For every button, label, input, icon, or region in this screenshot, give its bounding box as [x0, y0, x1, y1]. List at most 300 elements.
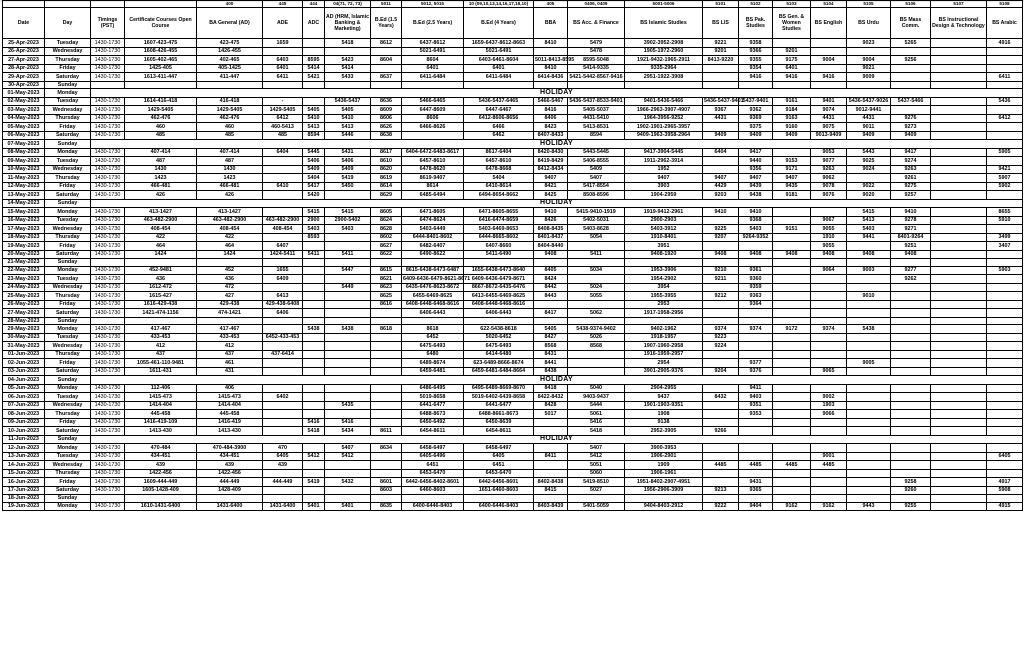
paper-code-cell: [303, 342, 325, 351]
paper-code-cell: 5403: [325, 225, 371, 234]
paper-code-cell: 3407: [987, 242, 1023, 251]
paper-code-cell: [303, 300, 325, 309]
paper-code-cell: 9361: [739, 266, 773, 275]
paper-code-cell: 8417: [534, 309, 568, 318]
paper-code-cell: 426: [125, 191, 197, 200]
paper-code-cell: 4916: [987, 39, 1023, 48]
paper-code-cell: [773, 292, 811, 301]
paper-code-cell: [847, 309, 891, 318]
paper-code-cell: [931, 309, 987, 318]
paper-code-cell: 9004: [811, 56, 847, 65]
paper-code-cell: 427: [197, 292, 263, 301]
date-cell: 28-Apr-2023: [3, 64, 45, 73]
paper-code-cell: [931, 208, 987, 217]
paper-code-cell: 8667-8672-6435-6476: [464, 283, 534, 292]
paper-code-cell: 9441: [847, 233, 891, 242]
schedule-row: [3, 73, 1023, 82]
paper-code-cell: [263, 283, 303, 292]
column-header: B.Ed (4 Years): [464, 8, 534, 39]
timing-cell: 1430-1730: [91, 73, 125, 82]
empty-cell: [931, 495, 987, 503]
paper-code-cell: [303, 275, 325, 284]
day-cell: Friday: [45, 182, 91, 191]
paper-code-cell: 439: [125, 461, 197, 470]
paper-code-cell: 5478: [568, 47, 625, 56]
paper-code-cell: 9260: [891, 486, 931, 495]
paper-code-cell: 3903: [625, 182, 703, 191]
paper-code-cell: [703, 478, 739, 487]
paper-code-cell: 9408: [847, 250, 891, 259]
paper-code-cell: 1416-419: [197, 418, 263, 427]
paper-code-cell: 6471-8605-8655: [464, 208, 534, 217]
paper-code-cell: 6405: [263, 452, 303, 461]
empty-cell: [534, 317, 568, 325]
paper-code-cell: 5413: [847, 216, 891, 225]
paper-code-cell: 431: [197, 367, 263, 376]
paper-code-cell: 6457-8610: [464, 157, 534, 166]
paper-code-cell: 9076: [811, 191, 847, 200]
paper-code-cell: [987, 300, 1023, 309]
paper-code-cell: 9404-8403-2912: [625, 502, 703, 511]
day-cell: Sunday: [45, 317, 91, 325]
program-code-cell: 445: [263, 1, 303, 8]
empty-cell: [464, 259, 534, 267]
paper-code-cell: [263, 233, 303, 242]
schedule-row: [3, 47, 1023, 56]
paper-code-cell: 8442: [534, 283, 568, 292]
paper-code-cell: 5446: [325, 131, 371, 140]
schedule-row: [3, 333, 1023, 342]
date-cell: 11-May-2023: [3, 174, 45, 183]
paper-code-cell: 6413: [263, 292, 303, 301]
paper-code-cell: [847, 469, 891, 478]
paper-code-cell: 8622: [371, 250, 402, 259]
empty-cell: [303, 81, 325, 89]
paper-code-cell: 8508-8596: [568, 191, 625, 200]
paper-code-cell: [987, 106, 1023, 115]
paper-code-cell: 5905: [987, 148, 1023, 157]
day-cell: Friday: [45, 478, 91, 487]
paper-code-cell: [847, 342, 891, 351]
paper-code-cell: [931, 73, 987, 82]
paper-code-cell: 9023: [847, 39, 891, 48]
paper-code-cell: 8605: [371, 208, 402, 217]
date-cell: 05-May-2023: [3, 123, 45, 132]
program-code-cell: [125, 1, 197, 8]
paper-code-cell: 9013-9409: [811, 131, 847, 140]
paper-code-cell: [325, 47, 371, 56]
paper-code-cell: 9440: [739, 157, 773, 166]
empty-cell: [987, 259, 1023, 267]
day-cell: Wednesday: [45, 165, 91, 174]
paper-code-cell: 8425: [534, 191, 568, 200]
paper-code-cell: 8426: [534, 216, 568, 225]
day-cell: Sunday: [45, 81, 91, 89]
paper-code-cell: [847, 393, 891, 402]
column-header: BS Mass Comm.: [891, 8, 931, 39]
paper-code-cell: 5265: [891, 39, 931, 48]
paper-code-cell: 8418: [534, 384, 568, 393]
program-code-cell: 405: [534, 1, 568, 8]
paper-code-cell: 9257: [891, 191, 931, 200]
paper-code-cell: 8405: [534, 266, 568, 275]
empty-cell: [703, 495, 739, 503]
day-cell: Tuesday: [45, 39, 91, 48]
paper-code-cell: 1424: [125, 250, 197, 259]
date-cell: 15-May-2023: [3, 208, 45, 217]
paper-code-cell: 8594: [303, 131, 325, 140]
schedule-row: [3, 81, 1023, 89]
day-cell: Tuesday: [45, 157, 91, 166]
paper-code-cell: 8412-8434: [534, 165, 568, 174]
paper-code-cell: 112-406: [125, 384, 197, 393]
empty-cell: [625, 81, 703, 89]
paper-code-cell: 5416: [568, 418, 625, 427]
paper-code-cell: 445-458: [125, 410, 197, 419]
timing-cell: 1430-1730: [91, 97, 125, 106]
paper-code-cell: 8443: [534, 292, 568, 301]
paper-code-cell: 8602: [371, 233, 402, 242]
paper-code-cell: [303, 444, 325, 453]
date-cell: 25-Apr-2023: [3, 39, 45, 48]
paper-code-cell: 9065: [811, 367, 847, 376]
paper-code-cell: [811, 39, 847, 48]
column-header: BS LIS: [703, 8, 739, 39]
paper-code-cell: 3951: [625, 242, 703, 251]
paper-code-cell: [931, 114, 987, 123]
empty-cell: [371, 81, 402, 89]
empty-cell: [325, 495, 371, 503]
paper-code-cell: [371, 469, 402, 478]
paper-code-cell: 6441-6477: [402, 401, 464, 410]
paper-code-cell: [703, 444, 739, 453]
paper-code-cell: 434-451: [197, 452, 263, 461]
paper-code-cell: [739, 333, 773, 342]
paper-code-cell: 5415: [847, 208, 891, 217]
paper-code-cell: [931, 174, 987, 183]
paper-code-cell: 5403: [303, 225, 325, 234]
paper-code-cell: 9225: [703, 225, 739, 234]
empty-cell: [568, 259, 625, 267]
paper-code-cell: 8624: [371, 216, 402, 225]
paper-code-cell: [303, 292, 325, 301]
day-cell: Friday: [45, 418, 91, 427]
paper-code-cell: [987, 64, 1023, 73]
empty-cell: [811, 495, 847, 503]
paper-code-cell: 437: [197, 350, 263, 359]
paper-code-cell: 5479: [568, 39, 625, 48]
paper-code-cell: [371, 410, 402, 419]
paper-code-cell: 6412-8606-8656: [464, 114, 534, 123]
paper-code-cell: 9278: [891, 216, 931, 225]
date-cell: 05-Jun-2023: [3, 384, 45, 393]
paper-code-cell: 417-467: [197, 325, 263, 334]
paper-code-cell: 9053: [811, 148, 847, 157]
day-cell: Thursday: [45, 174, 91, 183]
empty-cell: [847, 259, 891, 267]
paper-code-cell: 470-484: [125, 444, 197, 453]
paper-code-cell: 464: [125, 242, 197, 251]
paper-code-cell: 8407-8433: [534, 131, 568, 140]
paper-code-cell: 5401: [325, 502, 371, 511]
paper-code-cell: 412: [125, 342, 197, 351]
day-cell: Sunday: [45, 140, 91, 149]
empty-cell: [125, 495, 197, 503]
paper-code-cell: [773, 427, 811, 436]
paper-code-cell: 9407: [703, 174, 739, 183]
paper-code-cell: 5436-5437: [325, 97, 371, 106]
paper-code-cell: 1910-8401: [625, 233, 703, 242]
paper-code-cell: 5404: [464, 174, 534, 183]
paper-code-cell: 5019-8658: [402, 393, 464, 402]
paper-code-cell: [773, 39, 811, 48]
paper-code-cell: [534, 469, 568, 478]
empty-cell: [847, 495, 891, 503]
empty-cell: [534, 81, 568, 89]
paper-code-cell: 9408: [891, 250, 931, 259]
schedule-row: [3, 208, 1023, 217]
paper-code-cell: 5409: [568, 165, 625, 174]
paper-code-cell: 5407: [568, 444, 625, 453]
empty-cell: [325, 317, 371, 325]
paper-code-cell: 8441: [534, 359, 568, 368]
paper-code-cell: 423-475: [197, 39, 263, 48]
paper-code-cell: 5436-5437-6465: [464, 97, 534, 106]
paper-code-cell: 1905-1972-2960: [625, 47, 703, 56]
program-code-cell: 5106: [891, 1, 931, 8]
program-code-cell: 0406, 0409: [568, 1, 625, 8]
paper-code-cell: 9417: [891, 148, 931, 157]
paper-code-cell: 5411-6490: [464, 250, 534, 259]
paper-code-cell: 1424-5411: [263, 250, 303, 259]
paper-code-cell: [371, 350, 402, 359]
paper-code-cell: 8402-8438: [534, 478, 568, 487]
paper-code-cell: 462-476: [125, 114, 197, 123]
paper-code-cell: [931, 216, 987, 225]
paper-code-cell: [811, 309, 847, 318]
paper-code-cell: 9407: [534, 174, 568, 183]
paper-code-cell: 2954: [625, 359, 703, 368]
empty-cell: [402, 81, 464, 89]
paper-code-cell: [371, 393, 402, 402]
paper-code-cell: [987, 444, 1023, 453]
program-code-cell: 5011: [371, 1, 402, 8]
paper-code-cell: 6453-6470: [402, 469, 464, 478]
paper-code-cell: 8604: [371, 56, 402, 65]
column-header: ADC: [303, 8, 325, 39]
paper-code-cell: 9407: [625, 174, 703, 183]
paper-code-cell: 5432: [325, 478, 371, 487]
paper-code-cell: 5020-6452: [464, 333, 534, 342]
paper-code-cell: 6406-6443: [464, 309, 534, 318]
schedule-row: [3, 418, 1023, 427]
paper-code-cell: 9358: [739, 39, 773, 48]
paper-code-cell: [891, 359, 931, 368]
date-cell: 09-May-2023: [3, 157, 45, 166]
paper-code-cell: 452-9481: [125, 266, 197, 275]
paper-code-cell: [847, 174, 891, 183]
paper-code-cell: 6401: [773, 64, 811, 73]
paper-code-cell: 9251: [891, 242, 931, 251]
paper-code-cell: 436: [125, 275, 197, 284]
paper-code-cell: [811, 283, 847, 292]
paper-code-cell: [987, 283, 1023, 292]
paper-code-cell: 8606: [371, 114, 402, 123]
paper-code-cell: [891, 325, 931, 334]
paper-code-cell: [325, 309, 371, 318]
paper-code-cell: [303, 47, 325, 56]
paper-code-cell: [773, 444, 811, 453]
paper-code-cell: [931, 427, 987, 436]
day-cell: Tuesday: [45, 216, 91, 225]
paper-code-cell: 466-481: [125, 182, 197, 191]
paper-code-cell: [739, 427, 773, 436]
paper-code-cell: 9162: [773, 502, 811, 511]
date-cell: 15-Jun-2023: [3, 469, 45, 478]
paper-code-cell: [773, 242, 811, 251]
paper-code-cell: 9417: [739, 148, 773, 157]
paper-code-cell: 5420: [303, 191, 325, 200]
paper-code-cell: 8629: [371, 191, 402, 200]
paper-code-cell: [568, 300, 625, 309]
paper-code-cell: [987, 191, 1023, 200]
schedule-row: [3, 359, 1023, 368]
date-cell: 28-May-2023: [3, 317, 45, 325]
empty-cell: [811, 81, 847, 89]
date-cell: 24-May-2023: [3, 283, 45, 292]
paper-code-cell: 9411: [739, 384, 773, 393]
paper-code-cell: 5403-8628: [568, 225, 625, 234]
timing-cell: 1430-1730: [91, 216, 125, 225]
schedule-row: [3, 191, 1023, 200]
paper-code-cell: 413-1427: [125, 208, 197, 217]
paper-code-cell: [773, 410, 811, 419]
paper-code-cell: 5416: [303, 418, 325, 427]
empty-cell: [91, 495, 125, 503]
paper-code-cell: 5402-5031: [568, 216, 625, 225]
paper-code-cell: 6471-8605: [402, 208, 464, 217]
paper-code-cell: [773, 333, 811, 342]
timing-cell: 1430-1730: [91, 191, 125, 200]
paper-code-cell: 6458-6497: [464, 444, 534, 453]
paper-code-cell: [931, 401, 987, 410]
empty-cell: [402, 317, 464, 325]
paper-code-cell: 1954-2902: [625, 275, 703, 284]
paper-code-cell: 6411-6484: [464, 73, 534, 82]
paper-code-cell: 623-6489-8666-8674: [464, 359, 534, 368]
paper-code-cell: 1907-1960-2958: [625, 342, 703, 351]
program-code-cell: 04(71, 72, 73): [325, 1, 371, 8]
paper-code-cell: 402-465: [197, 56, 263, 65]
schedule-row: [3, 106, 1023, 115]
paper-code-cell: [891, 393, 931, 402]
paper-code-cell: 8408-8435: [534, 225, 568, 234]
paper-code-cell: 9002: [811, 393, 847, 402]
date-cell: 19-May-2023: [3, 242, 45, 251]
day-cell: Thursday: [45, 469, 91, 478]
paper-code-cell: 8403-8439: [534, 502, 568, 511]
paper-code-cell: [773, 300, 811, 309]
day-cell: Monday: [45, 266, 91, 275]
timing-cell: 1430-1730: [91, 333, 125, 342]
paper-code-cell: [891, 384, 931, 393]
paper-code-cell: 8617: [371, 148, 402, 157]
paper-code-cell: 8593: [303, 233, 325, 242]
paper-code-cell: 5405: [325, 106, 371, 115]
schedule-row: [3, 350, 1023, 359]
paper-code-cell: 9256: [891, 56, 931, 65]
paper-code-cell: 1952: [625, 165, 703, 174]
paper-code-cell: [931, 502, 987, 511]
empty-cell: [197, 317, 263, 325]
paper-code-cell: 8424: [534, 275, 568, 284]
paper-code-cell: 5436-5437-8533-9401: [569, 98, 623, 105]
paper-code-cell: [811, 342, 847, 351]
schedule-row: [3, 444, 1023, 453]
paper-code-cell: [568, 359, 625, 368]
paper-code-cell: 5433: [325, 73, 371, 82]
paper-code-cell: 1615-427: [125, 292, 197, 301]
paper-code-cell: [739, 452, 773, 461]
paper-code-cell: 9009: [847, 73, 891, 82]
timing-cell: 1430-1730: [91, 427, 125, 436]
paper-code-cell: [891, 427, 931, 436]
paper-code-cell: 1422-456: [197, 469, 263, 478]
paper-code-cell: [371, 64, 402, 73]
paper-code-cell: [931, 56, 987, 65]
paper-code-cell: [847, 333, 891, 342]
paper-code-cell: [325, 233, 371, 242]
paper-code-cell: 3902-3952-2908: [625, 39, 703, 48]
schedule-row: [3, 461, 1023, 470]
timing-cell: 1430-1730: [91, 157, 125, 166]
paper-code-cell: 9437: [625, 393, 703, 402]
paper-code-cell: 9075: [811, 123, 847, 132]
date-cell: 18-Jun-2023: [3, 495, 45, 503]
empty-cell: [625, 317, 703, 325]
paper-code-cell: 5443-5445: [568, 148, 625, 157]
paper-code-cell: 1415-473: [197, 393, 263, 402]
paper-code-cell: 5413: [303, 123, 325, 132]
timing-cell: 1430-1730: [91, 250, 125, 259]
paper-code-cell: 5466-6465: [402, 97, 464, 106]
paper-code-cell: 5419: [325, 174, 371, 183]
paper-code-cell: 444-449: [263, 478, 303, 487]
empty-cell: [987, 317, 1023, 325]
day-cell: Monday: [45, 208, 91, 217]
date-cell: 01-May-2023: [3, 89, 45, 98]
paper-code-cell: 9407: [773, 174, 811, 183]
paper-code-cell: 1953-3906: [625, 266, 703, 275]
paper-code-cell: [568, 367, 625, 376]
timing-cell: 1430-1730: [91, 444, 125, 453]
paper-code-cell: [987, 47, 1023, 56]
timing-cell: 1430-1730: [91, 56, 125, 65]
paper-code-cell: [303, 39, 325, 48]
paper-code-cell: 5445: [303, 148, 325, 157]
paper-code-cell: 5061: [568, 410, 625, 419]
schedule-row: [3, 266, 1023, 275]
paper-code-cell: [703, 452, 739, 461]
paper-code-cell: 5438-9374-9402: [568, 325, 625, 334]
empty-cell: [703, 259, 739, 267]
paper-code-cell: 9408: [534, 250, 568, 259]
timing-cell: 1430-1730: [91, 393, 125, 402]
empty-cell: [91, 317, 125, 325]
paper-code-cell: 9024: [847, 165, 891, 174]
paper-code-cell: 1659-6437-8612-8663: [464, 39, 534, 48]
paper-code-cell: 3954: [625, 283, 703, 292]
